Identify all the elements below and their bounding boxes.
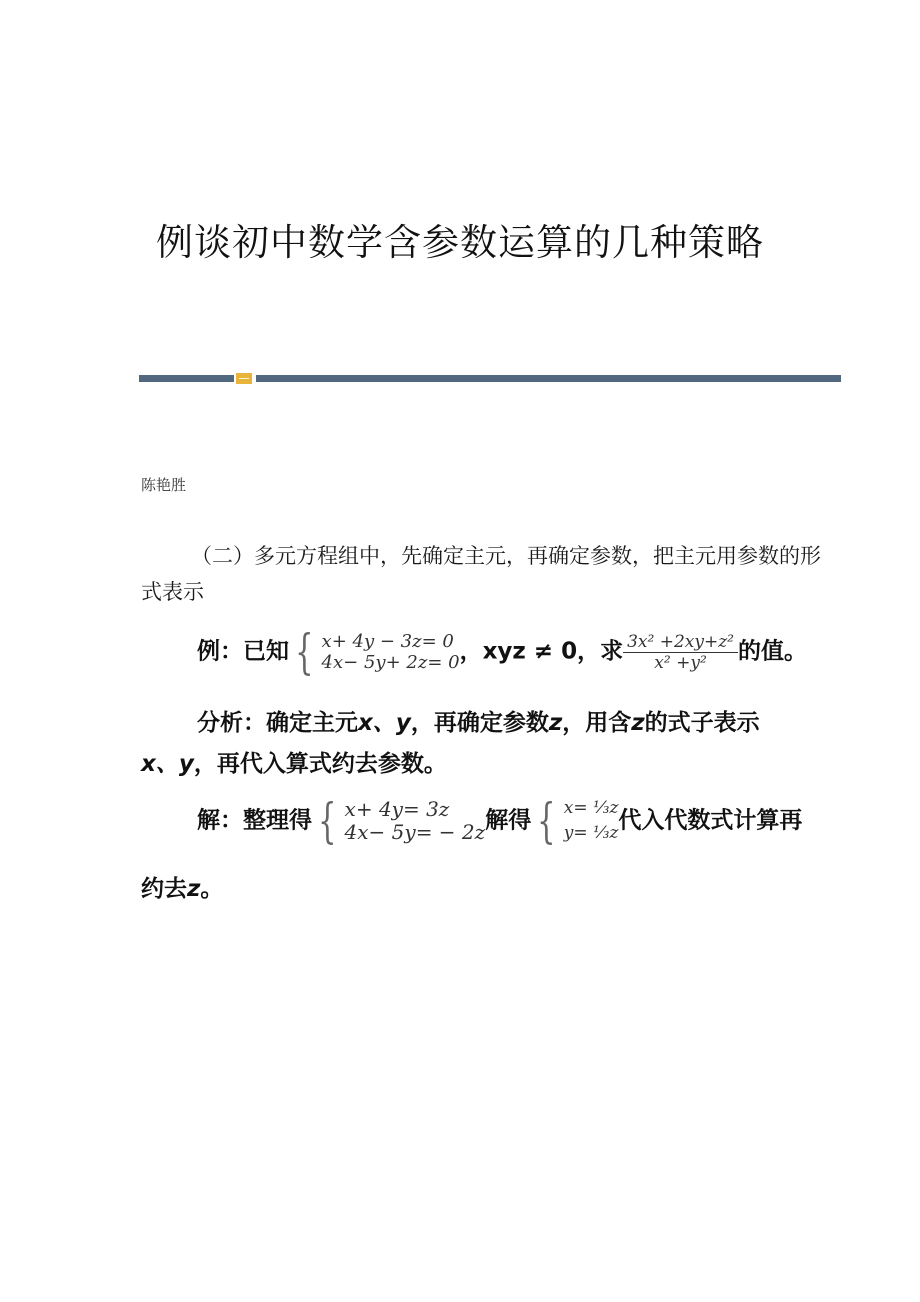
- solution-label: 解：整理得: [197, 807, 312, 834]
- example-equation-system: [289, 624, 460, 680]
- page-title: 例谈初中数学含参数运算的几种策略: [156, 221, 764, 264]
- analysis-vars: x、y: [358, 710, 411, 736]
- divider-left-bar: [139, 375, 234, 382]
- analysis-z: z: [548, 710, 563, 736]
- system-row-1: x+ 4y − 3z= 0: [321, 631, 454, 652]
- fraction-numerator: 3x² +2xy+z²: [627, 631, 734, 652]
- solution-result-2: y= ⅓z: [563, 823, 619, 843]
- analysis-text-e: ，再代入算式约去参数。: [193, 751, 447, 777]
- solution-result-1: x= ⅓z: [563, 798, 619, 818]
- analysis-text-c: ，用含: [562, 710, 632, 736]
- solution-result-system: [531, 793, 619, 849]
- system-row-2: 4x− 5y+ 2z= 0: [321, 652, 460, 673]
- solution-line-2: [141, 870, 223, 903]
- author-name: 陈艳胜: [141, 476, 187, 494]
- solution-system-rows: [345, 798, 486, 844]
- brace-icon: {: [537, 793, 556, 849]
- example-condition: ，xyz ≠ 0，求: [459, 638, 624, 665]
- analysis-text-d: 的式子表示: [644, 710, 760, 736]
- solution-text-b: 。: [200, 876, 224, 902]
- example-suffix: 的值。: [737, 638, 807, 665]
- solution-row-1: x+ 4y= 3z: [344, 797, 450, 821]
- example-fraction: [623, 632, 738, 673]
- brace-icon: {: [295, 624, 314, 680]
- example-line: [197, 624, 807, 680]
- analysis-z-2: z: [631, 710, 645, 736]
- solution-line-1: [197, 793, 803, 849]
- analysis-text-b: ，再确定参数: [410, 710, 549, 736]
- example-label: 例：已知: [197, 638, 289, 665]
- solution-result-rows: [564, 796, 619, 846]
- analysis-text-a: 分析：确定主元: [197, 710, 358, 736]
- analysis-line-2: [141, 745, 447, 778]
- divider-right-bar: [256, 375, 841, 382]
- solution-text-a: 约去: [141, 876, 187, 902]
- section-heading-text: （二）多元方程组中，先确定主元，再确定参数，把主元用参数的形式表示: [141, 544, 821, 604]
- system-rows: [322, 631, 460, 673]
- fraction-denominator: x² +y²: [654, 652, 707, 673]
- divider-ornament-line: [239, 378, 249, 379]
- brace-icon: {: [318, 793, 337, 849]
- solution-after: 代入代数式计算再: [618, 807, 803, 834]
- analysis-vars-2: x、y: [141, 751, 194, 777]
- section-heading: [141, 538, 841, 610]
- solution-middle: 解得: [485, 807, 532, 834]
- analysis-line-1: [197, 704, 760, 737]
- solution-z: z: [187, 876, 201, 902]
- solution-row-2: 4x− 5y= − 2z: [344, 820, 486, 844]
- solution-equation-system: [312, 793, 486, 849]
